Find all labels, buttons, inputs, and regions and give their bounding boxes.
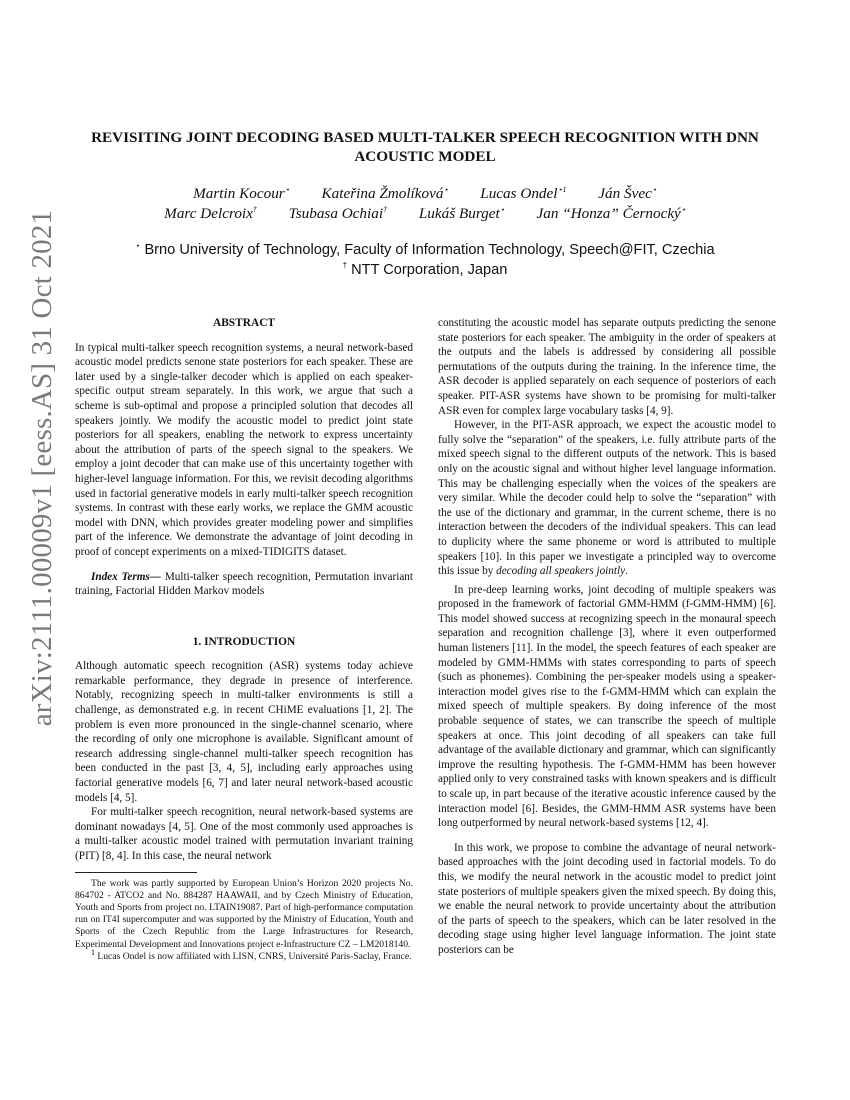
intro-paragraph-1: Although automatic speech recognition (ASR) systems today achieve remarkable performance, they degrade in presence of interference. Notably, recognizing speech in multi-talker environments is still a challenge, as demonstrated e.g. in recent CHiME evaluations [1, 2]. The problem is even more pronounced in the single-channel scenario, where the recording of only one microphone is available. Significant amount of research addressing single-channel multi-talker speech recognition has been conducted in the past [3, 4, 5], including early approaches using factorial generative models [6, 7] and later neural network-based acoustic models [4, 5]. (75, 660, 413, 804)
author: Jan “Honza” Černocký⋆ (536, 204, 686, 222)
index-terms: Index Terms— Multi-talker speech recognition, Permutation invariant training, Factorial Hidden Markov models (75, 570, 413, 598)
affiliation-footnote: $^1$ Lucas Ondel is now affiliated with LISN, CNRS, Université Paris-Saclay, France. (91, 947, 412, 962)
affiliation-1: ⋆ Brno University of Technology, Faculty of Information Technology, Speech@FIT, Czechia (135, 241, 715, 258)
intro-paragraph-4: In pre-deep learning works, joint decoding of multiple speakers was proposed in the framework of factorial GMM-HMM (f-GMM-HMM) [6]. This model showed success at recognizing speech in the monaural speech separation and recognition challenge [3], where it even outperformed human listeners [11]. In the model, the speech features of each speaker are modeled by GMM-HMMs with states corresponding to parts of speech (such as phonemes). Combining the per-speaker models using a speaker-interaction model gives rise to the f-GMM-HMM which can explain the mixed speech of multiple speakers. By doing inference of the most probable sequence of states, we can transcribe the speech of multiple speakers at once. This joint decoding of all speakers can take full advantage of the available dictionary and grammar, which can significantly improve the resulting hypothesis. The f-GMM-HMM has been however applied only to very constrained tasks with known speakers and is difficult to scale up, in part because of the iterative acoustic inference caused by the interaction model [6]. Besides, the GMM-HMM ASR systems have been long outperformed by neural network-based systems [12, 4]. (438, 583, 776, 830)
paragraph-gap (438, 831, 776, 841)
author: Marc Delcroix† (164, 204, 257, 222)
author: Kateřina Žmolíková⋆ (321, 184, 449, 202)
paper-title: REVISITING JOINT DECODING BASED MULTI-TALKER SPEECH RECOGNITION WITH DNN ACOUSTIC MODEL (91, 129, 759, 165)
arxiv-identifier-stamp: arXiv:2111.00009v1 [eess.AS] 31 Oct 2021 (26, 209, 58, 727)
author-row-2 (60, 204, 790, 224)
intro-paragraph-2: For multi-talker speech recognition, neural network-based systems are dominant nowadays [4, 5]. One of the most commonly used approaches is a multi-talker acoustic model trained with permutation invariant training (PIT) [8, 4]. In this case, the neural network (75, 806, 413, 862)
abstract-heading: ABSTRACT (212, 317, 276, 329)
funding-footnote: The work was partly supported by European Union’s Horizon 2020 projects No. 864702 - ATCO2 and No. 884287 HAAWAII, and by Czech Ministry of Education, Youth and Sports from project no. LTAIN19087. Part of high-performance computation run on IT4I supercomputer and was supported by the Ministry of Education, Youth and Sports of the Czech Republic from the Large Infrastructures for Research, Experimental Development and Innovations project e-Infrastructure CZ – LM2018140. (75, 877, 413, 950)
intro-paragraph-5: In this work, we propose to combine the advantage of neural network-based approaches with the joint decoding used in factorial models. To do this, we modify the neural network in the acoustic model to predict joint state posteriors of multiple speakers given the mixed speech. By doing this, we enable the neural network to provide uncertainty about the attribution of the parts of speech to the speakers, which can be later resolved in the decoding stage using higher level language information. The joint state posteriors can be (438, 841, 776, 956)
right-column (438, 316, 776, 958)
introduction-heading: 1. INTRODUCTION (192, 635, 296, 648)
author: Lucas Ondel$^{⋆1}$ (480, 184, 567, 202)
affiliations (60, 240, 790, 280)
abstract-text: In typical multi-talker speech recognition systems, a neural network-based acoustic model predicts senone state posteriors for each speaker. These are later used by a single-talker decoder which is applied on each speaker-specific output stream separately. In this work, we argue that such a scheme is sub-optimal and propose a principled solution that decodes all speakers jointly. We modify the acoustic model to predict joint state posteriors for all speakers, enabling the network to express uncertainty about the attribution of parts of the speech signal to the speakers. We employ a joint decoder that can make use of this uncertainty together with higher-level language information. For this, we revisit decoding algorithms used in factorial generative models in early multi-talker speech recognition systems. In contrast with these early works, we replace the GMM acoustic model with DNN, which provides greater modeling power and simplifies part of the inference. We demonstrate the advantage of joint decoding in proof of concept experiments on a mixed-TIDIGITS dataset. (75, 341, 413, 558)
affiliation-2: † NTT Corporation, Japan (342, 261, 508, 278)
author: Ján Švec⋆ (598, 184, 657, 202)
author: Martin Kocour⋆ (193, 184, 290, 202)
author: Lukáš Burget⋆ (418, 204, 505, 222)
author: Tsubasa Ochiai† (288, 204, 388, 222)
intro-paragraph-3: However, in the PIT-ASR approach, we expect the acoustic model to fully solve the “separation” of the speakers, i.e. fully attribute parts of the mixed speech signal to the different outputs of the network. This is based only on the acoustic signal and without higher level language information. This may be challenging especially when the voices of the speakers are very similar. While the decoder could help to solve the “separation” with the use of the dictionary and grammar, in the current scheme, there is no interaction between the decoders of the individual speakers. This can lead to duplicity where the same phoneme or word is attributed to multiple speakers [10]. In this paper we investigate a principled way to overcome this issue by decoding all speakers jointly. (438, 419, 776, 578)
footnote-rule (75, 872, 197, 873)
author-row-1 (60, 184, 790, 204)
author-list (60, 184, 790, 224)
left-column (75, 316, 413, 963)
intro-paragraph-2-continued: constituting the acoustic model has separate outputs predicting the senone state posteriors for each speaker. The ambiguity in the order of speakers at the outputs and the labels is addressed by considering all possible permutations of the outputs during the training. In the inference time, the ASR decoder is applied separately on each sequence of posteriors of each speaker. PIT-ASR systems have shown to be promising for multi-talker ASR even for complex large vocabulary tasks [4, 9]. (438, 317, 776, 417)
